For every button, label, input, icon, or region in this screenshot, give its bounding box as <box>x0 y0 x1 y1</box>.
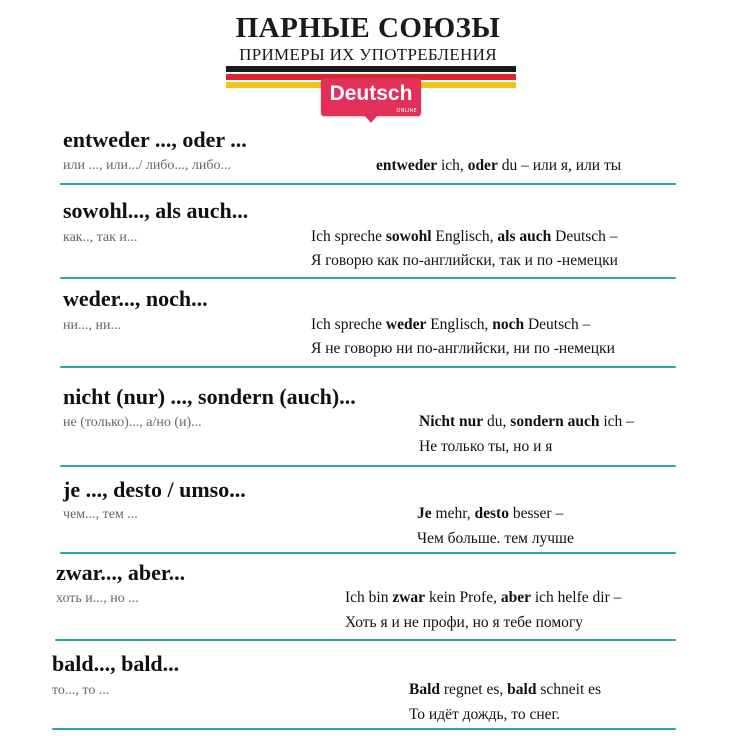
example-fragment: Не только ты, но и я <box>419 438 553 455</box>
translation-bald-bald: то..., то ... <box>52 683 110 698</box>
divider <box>60 366 676 368</box>
example-bold-fragment: Je <box>417 505 432 522</box>
logo-speech-tail <box>365 116 377 123</box>
conjunction-entweder-oder: entweder ..., oder ... <box>63 127 247 152</box>
logo-subtext: ONLINE <box>396 108 417 114</box>
conjunction-bald-bald: bald..., bald... <box>52 651 180 676</box>
divider <box>55 639 676 641</box>
example-je-desto-line1 <box>417 505 563 523</box>
example-fragment: Ich bin <box>345 589 393 606</box>
example-fragment: mehr, <box>431 505 475 522</box>
conjunction-nicht-nur-sondern-auch: nicht (nur) ..., sondern (auch)... <box>63 384 356 409</box>
example-bold-fragment: Nicht nur <box>419 413 484 430</box>
example-fragment: Чем больше. тем лучше <box>417 530 574 547</box>
example-fragment: schneit es <box>536 681 602 698</box>
example-bold-fragment: als auch <box>497 228 552 245</box>
example-fragment: du – или я, или ты <box>497 157 622 174</box>
example-je-desto-line2 <box>417 530 574 548</box>
example-fragment: Я не говорю ни по-английски, ни по -немецки <box>311 340 615 357</box>
logo-text: Deutsch <box>329 82 413 105</box>
flag-stripe-black <box>226 66 516 72</box>
example-bold-fragment: sondern auch <box>510 413 600 430</box>
conjunction-je-desto: je ..., desto / umso... <box>63 477 246 502</box>
translation-je-desto: чем..., тем ... <box>63 507 138 522</box>
conjunction-weder-noch: weder..., noch... <box>63 286 208 311</box>
header <box>0 0 736 125</box>
example-fragment: besser – <box>508 505 564 522</box>
example-bold-fragment: zwar <box>392 589 426 606</box>
example-sowohl-als-auch-line1 <box>311 228 618 246</box>
example-fragment: Deutsch – <box>524 316 591 333</box>
example-entweder-oder-line1 <box>376 157 621 175</box>
example-fragment: Ich spreche <box>311 316 386 333</box>
example-weder-noch-line2 <box>311 340 615 358</box>
example-bold-fragment: entweder <box>376 157 438 174</box>
example-fragment: kein Profe, <box>425 589 501 606</box>
translation-sowohl-als-auch: как.., так и... <box>63 230 138 245</box>
example-sowohl-als-auch-line2 <box>311 252 618 270</box>
example-zwar-aber-line1 <box>345 589 621 607</box>
example-fragment: Englisch, <box>431 228 498 245</box>
divider <box>60 183 676 185</box>
example-bold-fragment: noch <box>492 316 525 333</box>
example-bold-fragment: weder <box>385 316 427 333</box>
example-bold-fragment: desto <box>474 505 509 522</box>
example-fragment: То идёт дождь, то снег. <box>409 706 561 723</box>
example-bold-fragment: aber <box>500 589 531 606</box>
example-fragment: Я говорю как по-английски, так и по -немецки <box>311 252 618 269</box>
divider <box>52 728 676 730</box>
example-fragment: ich, <box>437 157 468 174</box>
example-bold-fragment: Bald <box>409 681 441 698</box>
example-bold-fragment: bald <box>507 681 537 698</box>
divider <box>60 277 676 279</box>
example-fragment: ich – <box>599 413 634 430</box>
example-weder-noch-line1 <box>311 316 590 334</box>
example-bald-bald-line1 <box>409 681 601 699</box>
example-fragment: ich helfe dir – <box>530 589 622 606</box>
translation-weder-noch: ни..., ни... <box>63 318 121 333</box>
example-fragment: regnet es, <box>440 681 508 698</box>
deutsch-online-logo <box>321 78 421 116</box>
translation-entweder-oder: или ..., или.../ либо..., либо... <box>63 158 232 173</box>
translation-nicht-nur-sondern-auch: не (только)..., а/но (и)... <box>63 415 202 430</box>
example-fragment: Хоть я и не профи, но я тебе помогу <box>345 614 584 631</box>
example-nicht-nur-sondern-auch-line1 <box>419 413 634 431</box>
example-bold-fragment: sowohl <box>385 228 432 245</box>
divider <box>60 552 676 554</box>
page-title: ПАРНЫЕ СОЮЗЫ <box>235 12 501 44</box>
example-nicht-nur-sondern-auch-line2 <box>419 438 552 456</box>
example-fragment: Ich spreche <box>311 228 386 245</box>
page-subtitle: ПРИМЕРЫ ИХ УПОТРЕБЛЕНИЯ <box>239 45 497 64</box>
example-fragment: Englisch, <box>426 316 493 333</box>
translation-zwar-aber: хоть и..., но ... <box>56 591 139 606</box>
example-fragment: Deutsch – <box>551 228 618 245</box>
example-bald-bald-line2 <box>409 706 560 724</box>
conjunction-sowohl-als-auch: sowohl..., als auch... <box>63 198 249 223</box>
example-zwar-aber-line2 <box>345 614 583 632</box>
example-bold-fragment: oder <box>467 157 498 174</box>
conjunction-zwar-aber: zwar..., aber... <box>56 560 186 585</box>
divider <box>60 465 676 467</box>
example-fragment: du, <box>483 413 511 430</box>
